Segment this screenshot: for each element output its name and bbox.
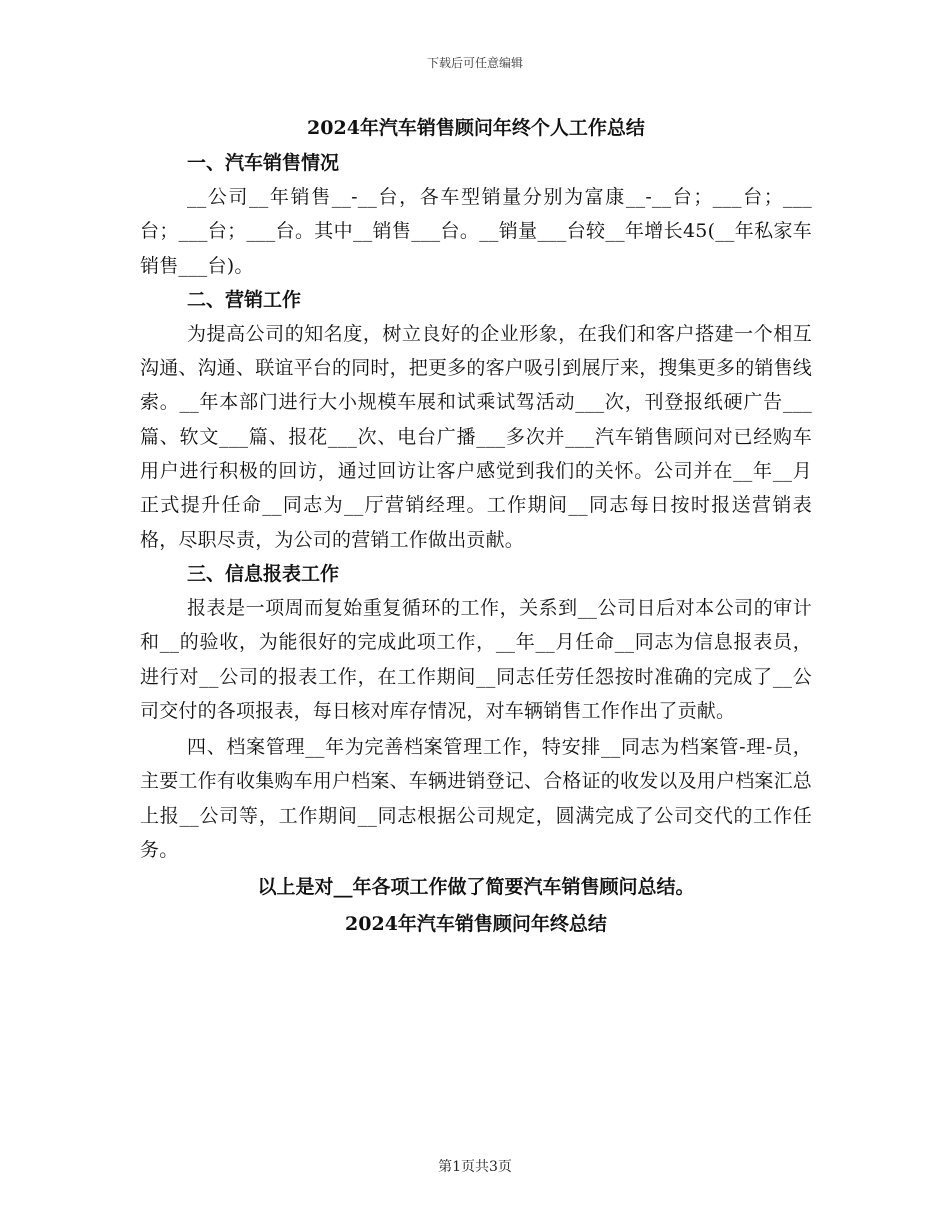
next-document-title: 2024年汽车销售顾问年终总结	[345, 913, 607, 936]
section-archives-paragraph: 四、档案管理__年为完善档案管理工作，特安排__同志为档案管-理-员，主要工作有收集购车用户档案、车辆进销登记、合格证的收发以及用户档案汇总上报__公司等，工作期间__同志根据公司规定，圆满完成了公司交代的工作任务。	[140, 736, 813, 862]
section-heading: 二、营销工作	[187, 288, 302, 311]
closing-statement: 以上是对__年各项工作做了简要汽车销售顾问总结。	[257, 876, 695, 899]
page-indicator: 第1页共3页	[438, 1159, 512, 1175]
section-paragraph: 报表是一项周而复始重复循环的工作，关系到__公司日后对本公司的审计和__的验收，为能很好的完成此项工作，__年__月任命__同志为信息报表员，进行对__公司的报表工作，在工作期间__同志任劳任怨按时准确的完成了__公司交付的各项报表，每日核对库存情况，对车辆销售工作作出了贡献。	[140, 596, 812, 722]
section-heading: 一、汽车销售情况	[187, 152, 340, 174]
section-heading: 三、信息报表工作	[187, 562, 340, 585]
header-note: 下载后可任意编辑	[426, 56, 523, 70]
section-paragraph: 为提高公司的知名度，树立良好的企业形象，在我们和客户搭建一个相互沟通、沟通、联谊平台的同时，把更多的客户吸引到展厅来，搜集更多的销售线索。__年本部门进行大小规模车展和试乘试驾活动___次，刊登报纸硬广告___篇、软文___篇、报花___次、电台广播___多次并___汽车销售顾问对已经购车用户进行积极的回访，通过回访让客户感觉到我们的关怀。公司并在__年__月正式提升任命__同志为__厅营销经理。工作期间__同志每日按时报送营销表格，尽职尽责，为公司的营销工作做出贡献。	[140, 322, 813, 551]
document-body	[140, 112, 812, 943]
section-marketing	[140, 283, 812, 557]
section-sales	[140, 146, 812, 283]
section-reports	[140, 557, 812, 728]
section-paragraph: __公司__年销售__-__台，各车型销量分别为富康__-__台；___台；___台；___台；___台。其中__销售___台。__销量___台较__年增长45(__年私家车销售___台)。	[140, 186, 812, 277]
document-title: 2024年汽车销售顾问年终个人工作总结	[307, 117, 645, 139]
